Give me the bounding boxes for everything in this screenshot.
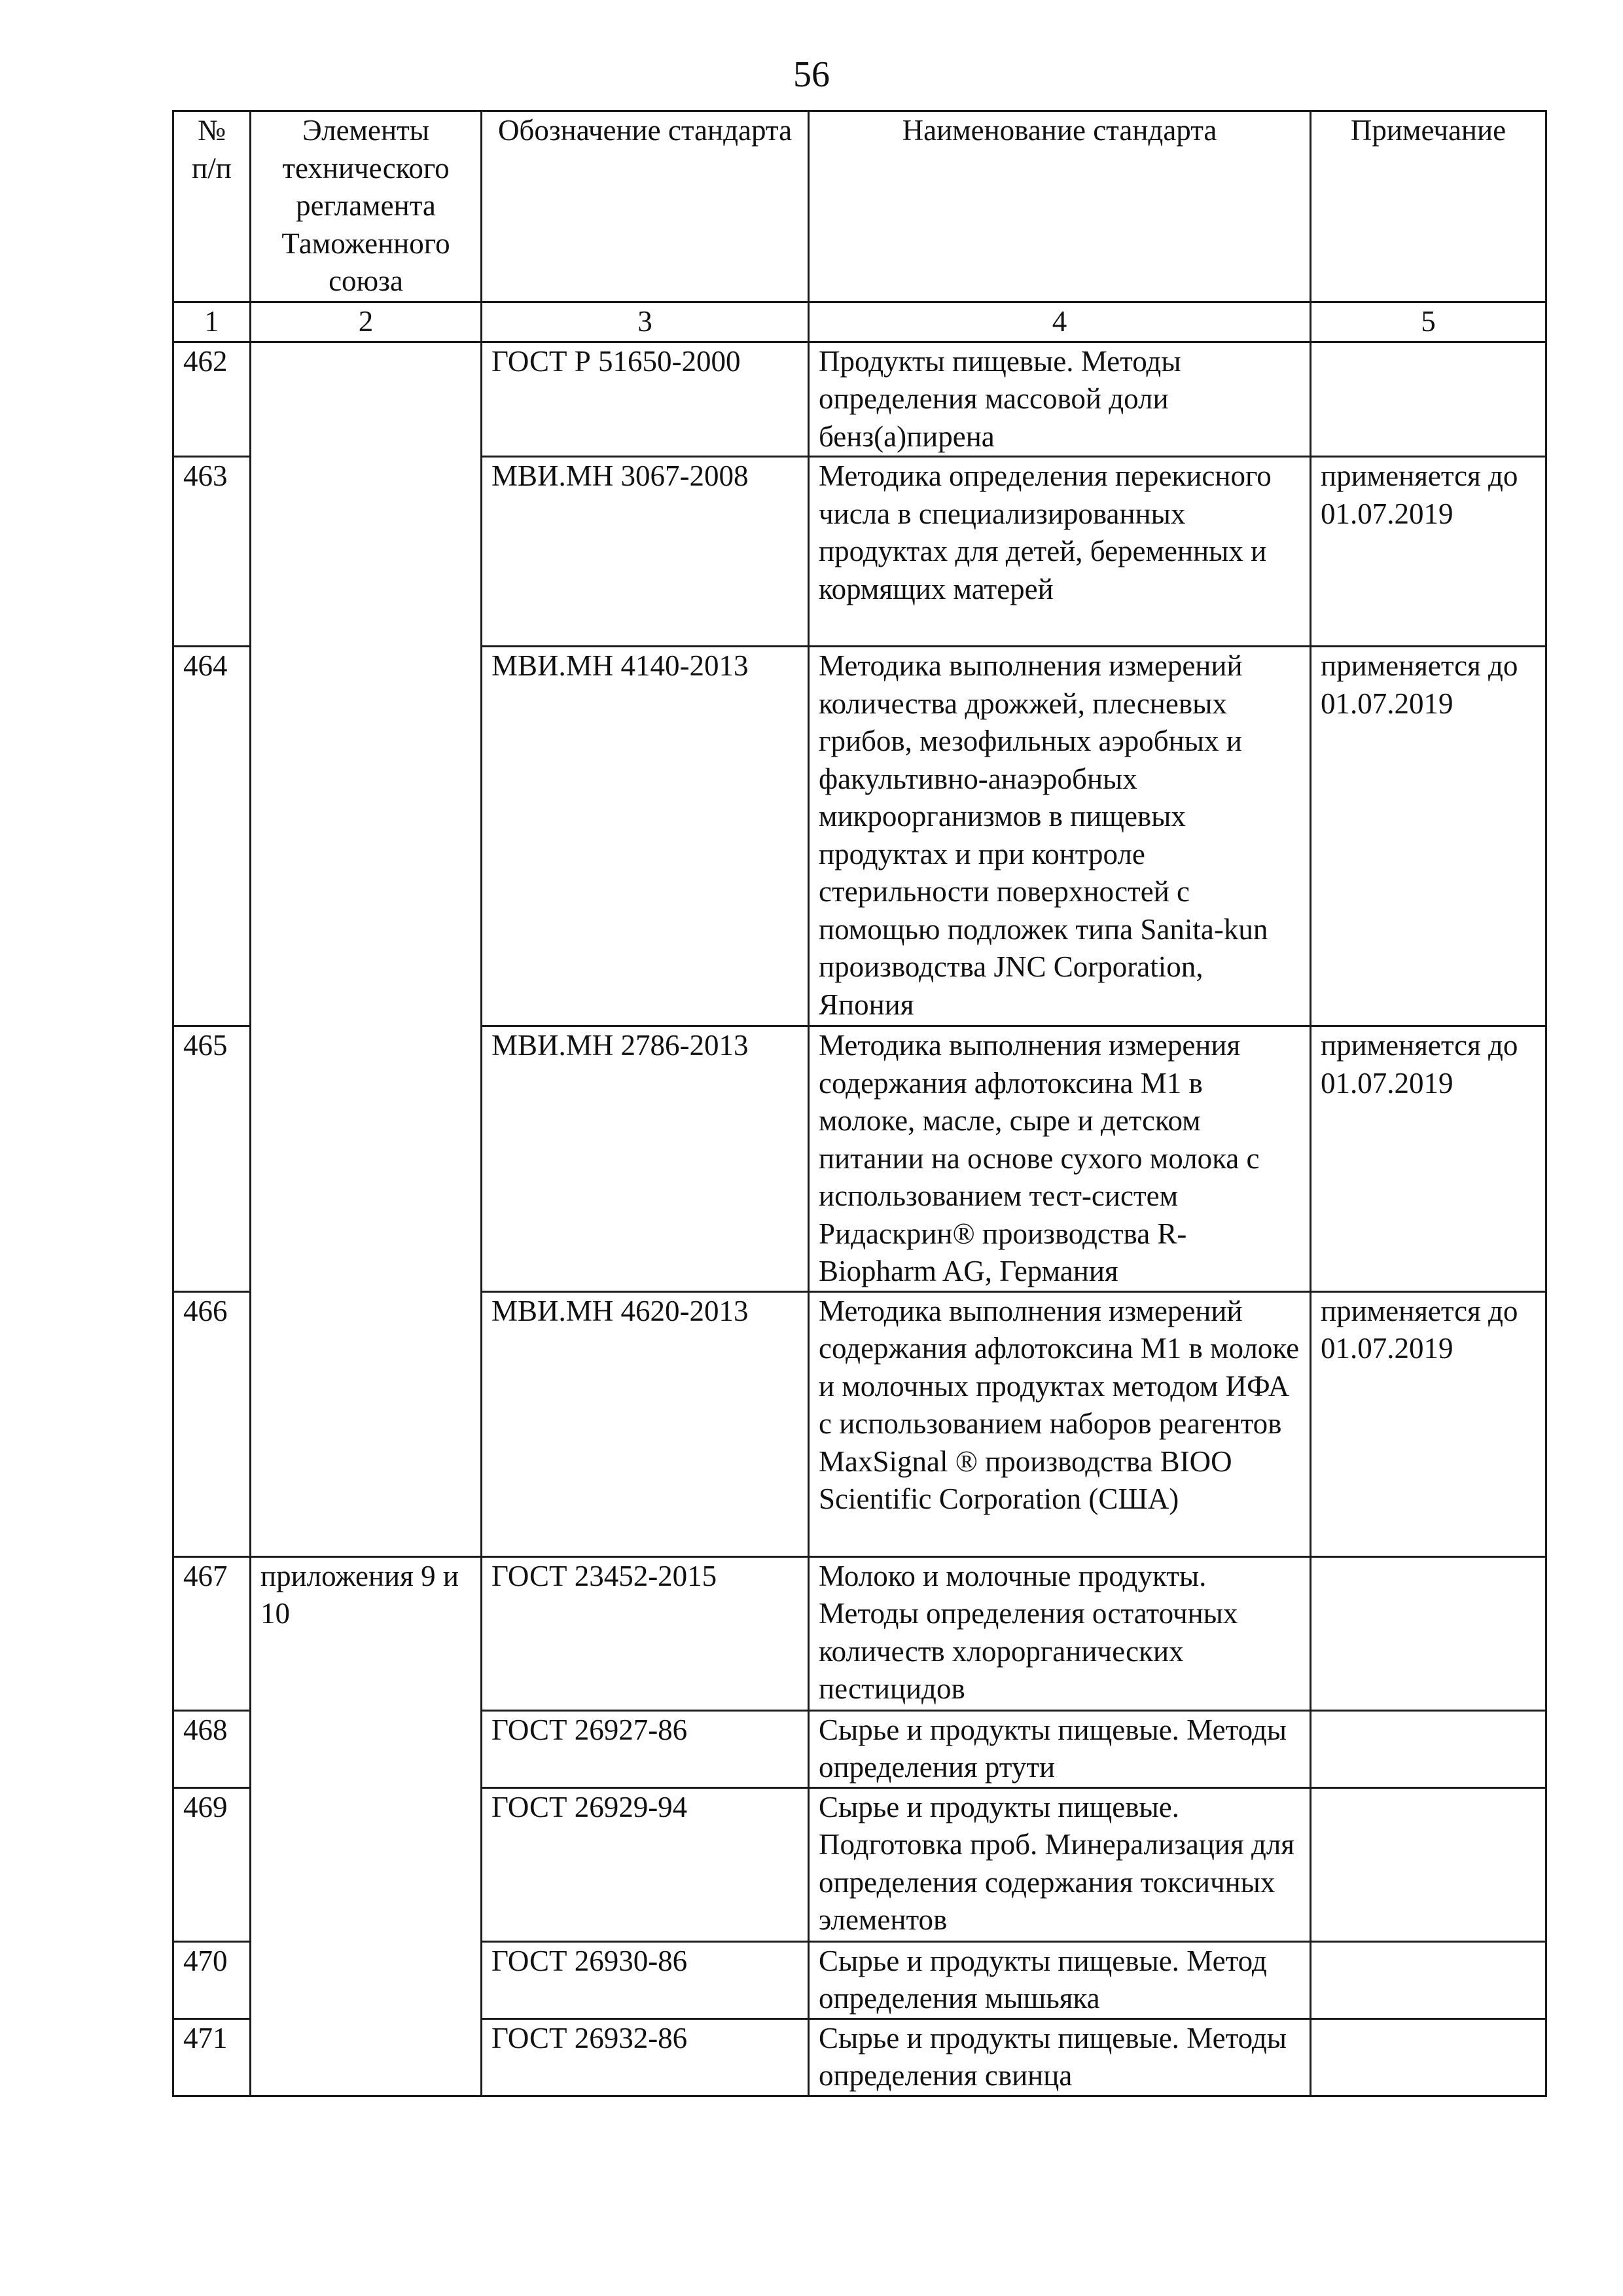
standard-name: Молоко и молочные продукты. Методы определения остаточных количеств хлорорганических пестицидов [809,1556,1311,1710]
standards-table [172,110,1547,2097]
standard-designation: ГОСТ 26930-86 [482,1941,809,2018]
row-number: 466 [173,1291,251,1556]
header-name: Наименование стандарта [809,111,1311,302]
row-number: 470 [173,1941,251,2018]
row-number: 467 [173,1556,251,1710]
column-number: 5 [1311,302,1546,342]
page-number: 56 [793,54,830,95]
standard-designation: ГОСТ 26927-86 [482,1710,809,1787]
element-cell [251,342,482,1556]
standard-designation: МВИ.МН 4140-2013 [482,647,809,1026]
standard-note [1311,1941,1546,2018]
column-number-row [173,302,1546,342]
standard-note: применяется до 01.07.2019 [1311,1291,1546,1556]
column-number: 1 [173,302,251,342]
standard-designation: МВИ.МН 4620-2013 [482,1291,809,1556]
standard-name: Методика выполнения измерений содержания афлотоксина М1 в молоке и молочных продуктах методом ИФА с использованием наборов реагентов MaxSignal ® производства BIOO Scientific Corporation (США) [809,1291,1311,1556]
standard-name: Методика выполнения измерения содержания афлотоксина М1 в молоке, масле, сыре и детском питании на основе сухого молока с использованием тест-систем Ридаскрин® производства R-Biopharm AG, Германия [809,1026,1311,1292]
standard-note [1311,1556,1546,1710]
standard-designation: МВИ.МН 3067-2008 [482,457,809,647]
header-element: Элементы технического регламента Таможенного союза [251,111,482,302]
table-row [173,1556,1546,1710]
row-number: 469 [173,1787,251,1941]
table-row [173,342,1546,457]
column-number: 2 [251,302,482,342]
standard-name: Сырье и продукты пищевые. Методы определения ртути [809,1710,1311,1787]
column-number: 3 [482,302,809,342]
standard-designation: ГОСТ 23452-2015 [482,1556,809,1710]
standard-designation: ГОСТ 26929-94 [482,1787,809,1941]
standard-name: Сырье и продукты пищевые. Подготовка проб. Минерализация для определения содержания токсичных элементов [809,1787,1311,1941]
standard-name: Сырье и продукты пищевые. Метод определения мышьяка [809,1941,1311,2018]
standard-note [1311,342,1546,457]
header-designation: Обозначение стандарта [482,111,809,302]
row-number: 462 [173,342,251,457]
row-number: 471 [173,2018,251,2096]
standard-name: Методика определения перекисного числа в специализированных продуктах для детей, беременных и кормящих матерей [809,457,1311,647]
standard-note [1311,1710,1546,1787]
row-number: 465 [173,1026,251,1292]
standard-note [1311,2018,1546,2096]
header-note: Примечание [1311,111,1546,302]
standard-designation: МВИ.МН 2786-2013 [482,1026,809,1292]
standard-note: применяется до 01.07.2019 [1311,647,1546,1026]
table-header-row [173,111,1546,302]
row-number: 464 [173,647,251,1026]
standard-note [1311,1787,1546,1941]
standard-name: Продукты пищевые. Методы определения массовой доли бенз(а)пирена [809,342,1311,457]
row-number: 463 [173,457,251,647]
header-number: № п/п [173,111,251,302]
standard-note: применяется до 01.07.2019 [1311,1026,1546,1292]
standard-name: Методика выполнения измерений количества дрожжей, плесневых грибов, мезофильных аэробных и факультивно-анаэробных микроорганизмов в пищевых продуктах и при контроле стерильности поверхностей с помощью подложек типа Sanita-kun производства JNC Corporation, Япония [809,647,1311,1026]
standard-name: Сырье и продукты пищевые. Методы определения свинца [809,2018,1311,2096]
column-number: 4 [809,302,1311,342]
row-number: 468 [173,1710,251,1787]
standard-designation: ГОСТ 26932-86 [482,2018,809,2096]
element-cell: приложения 9 и 10 [251,1556,482,2096]
standard-designation: ГОСТ Р 51650-2000 [482,342,809,457]
standard-note: применяется до 01.07.2019 [1311,457,1546,647]
